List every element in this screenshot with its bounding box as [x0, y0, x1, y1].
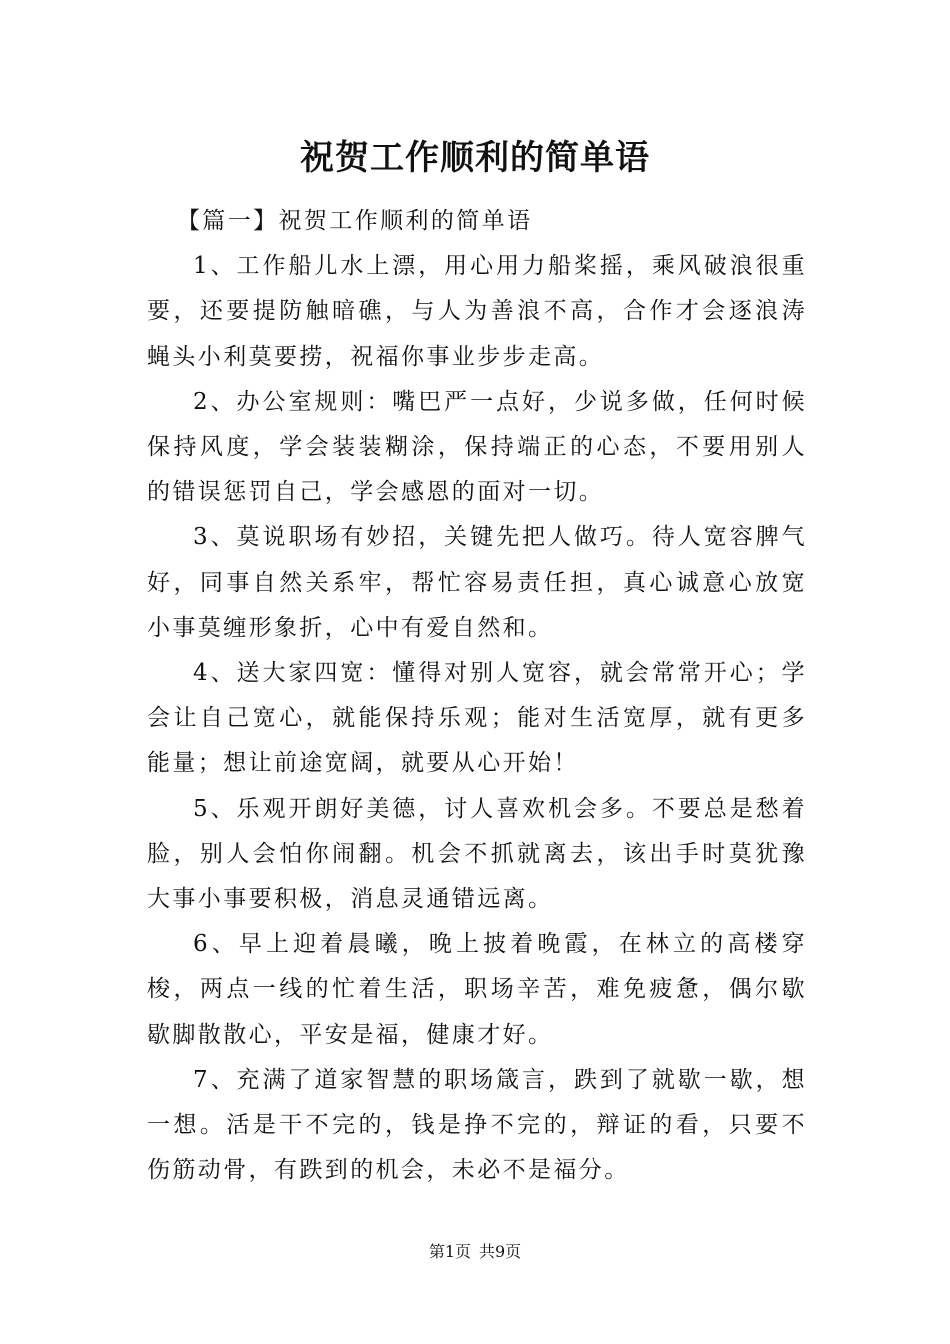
- page-number: 第1页: [428, 1242, 471, 1261]
- document-title: 祝贺工作顺利的简单语: [300, 138, 650, 178]
- paragraph-5: 5、乐观开朗好美德，讨人喜欢机会多。不要总是愁着脸，别人会怕你闹翻。机会不抓就离去，该出手时莫犹豫大事小事要积极，消息灵通错远离。: [147, 795, 807, 913]
- paragraph-1: 1、工作船儿水上漂，用心用力船桨摇，乘风破浪很重要，还要提防触暗礁，与人为善浪不高，合作才会逐浪涛蝇头小利莫要捞，祝福你事业步步走高。: [147, 253, 807, 370]
- page-total: 共9页: [479, 1242, 522, 1261]
- paragraph-7: 7、充满了道家智慧的职场箴言，跌到了就歇一歇，想一想。活是干不完的，钱是挣不完的，辩证的看，只要不伤筋动骨，有跌到的机会，未必不是福分。: [147, 1066, 807, 1184]
- paragraph-6: 6、早上迎着晨曦，晚上披着晚霞，在林立的高楼穿梭，两点一线的忙着生活，职场辛苦，难免疲惫，偶尔歇歇脚散散心，平安是福，健康才好。: [147, 931, 807, 1048]
- paragraph-2: 2、办公室规则：嘴巴严一点好，少说多做，任何时候保持风度，学会装装糊涂，保持端正的心态，不要用别人的错误惩罚自己，学会感恩的面对一切。: [147, 388, 807, 506]
- section-heading: 【篇一】祝贺工作顺利的简单语: [176, 208, 533, 234]
- document-body: [147, 199, 807, 1193]
- paragraph-4: 4、送大家四宽：懂得对别人宽容，就会常常开心；学会让自己宽心，就能保持乐观；能对生活宽厚，就有更多能量；想让前途宽阔，就要从心开始！: [147, 660, 807, 777]
- page-footer: [0, 1240, 950, 1264]
- paragraph-3: 3、莫说职场有妙招，关键先把人做巧。待人宽容脾气好，同事自然关系牢，帮忙容易责任担，真心诚意心放宽小事莫缠形象折，心中有爱自然和。: [147, 524, 807, 641]
